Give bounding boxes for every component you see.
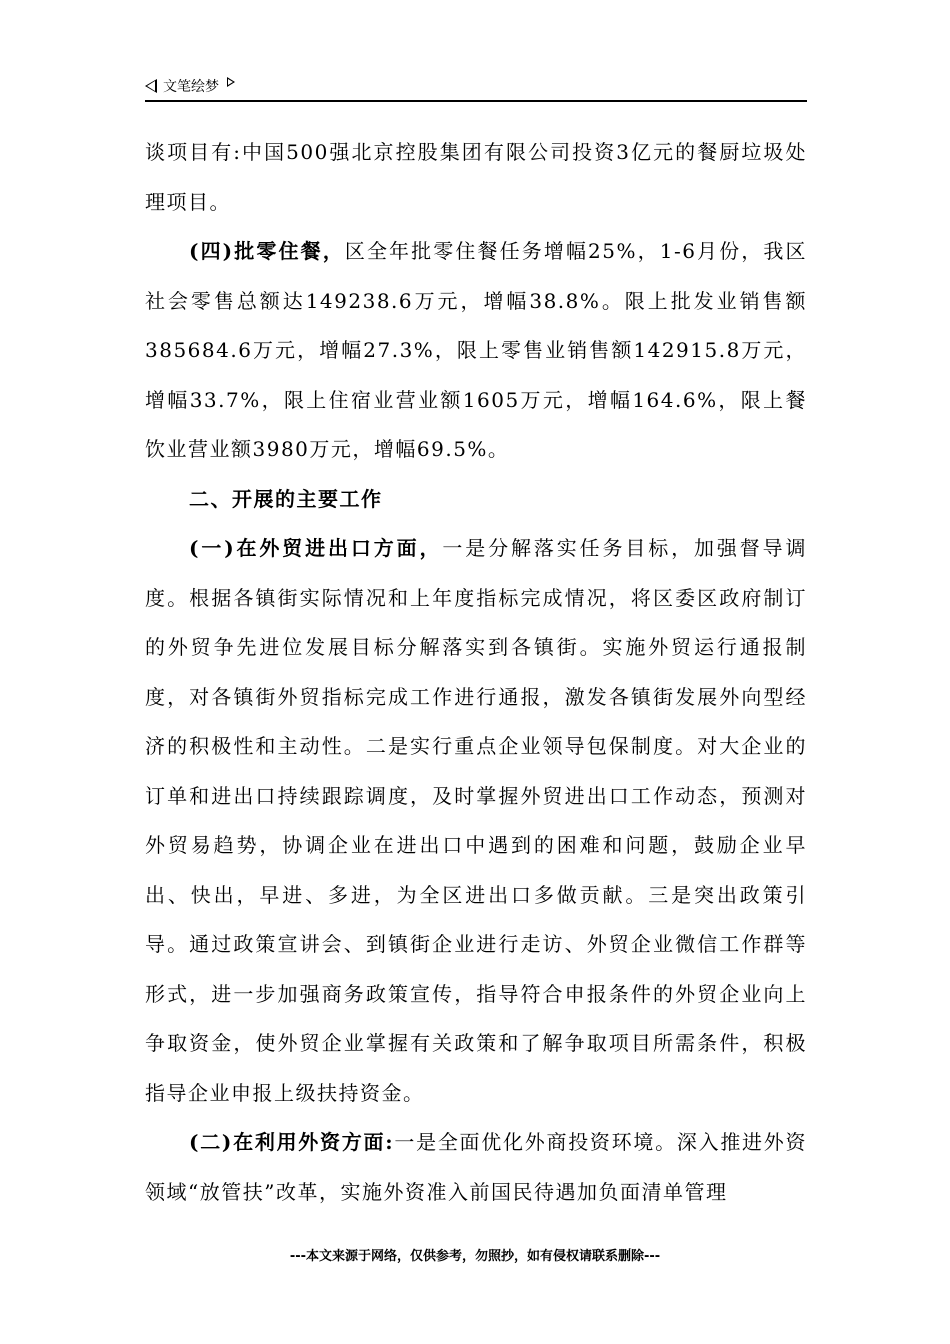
paragraph-retail (145, 227, 807, 475)
footer-disclaimer: ---本文来源于网络，仅供参考，勿照抄，如有侵权请联系删除--- (289, 1249, 661, 1264)
paragraph-text: 一是分解落实任务目标，加强督导调度。根据各镇街实际情况和上年度指标完成情况，将区委区政府制订的外贸争先进位发展目标分解落实到各镇街。实施外贸运行通报制度，对各镇街外贸指标完成工作进行通报，激发各镇街发展外向型经济的积极性和主动性。二是实行重点企业领导包保制度。对大企业的订单和进出口持续跟踪调度，及时掌握外贸进出口工作动态，预测对外贸易趋势，协调企业在进出口中遇到的困难和问题，鼓励企业早出、快出，早进、多进，为全区进出口多做贡献。三是突出政策引导。通过政策宣讲会、到镇街企业进行走访、外贸企业微信工作群等形式，进一步加强商务政策宣传，指导符合申报条件的外贸企业向上争取资金，使外贸企业掌握有关政策和了解争取项目所需条件，积极指导企业申报上级扶持资金。 (145, 536, 807, 1105)
paragraph-heading: (二)在利用外资方面: (189, 1130, 395, 1154)
triangle-left-icon (145, 79, 157, 93)
paragraph-foreign-investment (145, 1118, 807, 1217)
triangle-right-icon (227, 77, 235, 87)
section-title: 二、开展的主要工作 (189, 486, 383, 511)
document-body (145, 128, 807, 1217)
paragraph-text: 一是全面优化外商投资环境。深入推进外资领域“放管扶”改革，实施外资准入前国民待遇加负面清单管理 (145, 1130, 808, 1204)
paragraph-continued: 谈项目有:中国500强北京控股集团有限公司投资3亿元的餐厨垃圾处理项目。 (145, 140, 807, 214)
header-title: 文笔绘梦 (163, 79, 219, 95)
paragraph-foreign-trade (145, 524, 807, 1118)
paragraph-text: 区全年批零住餐任务增幅25%，1-6月份，我区社会零售总额达149238.6万元，增幅38.8%。限上批发业销售额385684.6万元，增幅27.3%，限上零售业销售额142915.8万元，增幅33.7%，限上住宿业营业额1605万元，增幅164.6%，限上餐饮业营业额3980万元，增幅69.5%。 (145, 239, 807, 461)
paragraph-heading: (四)批零住餐， (189, 239, 345, 263)
paragraph-heading: (一)在外贸进出口方面， (189, 536, 443, 560)
page-header (145, 72, 807, 102)
